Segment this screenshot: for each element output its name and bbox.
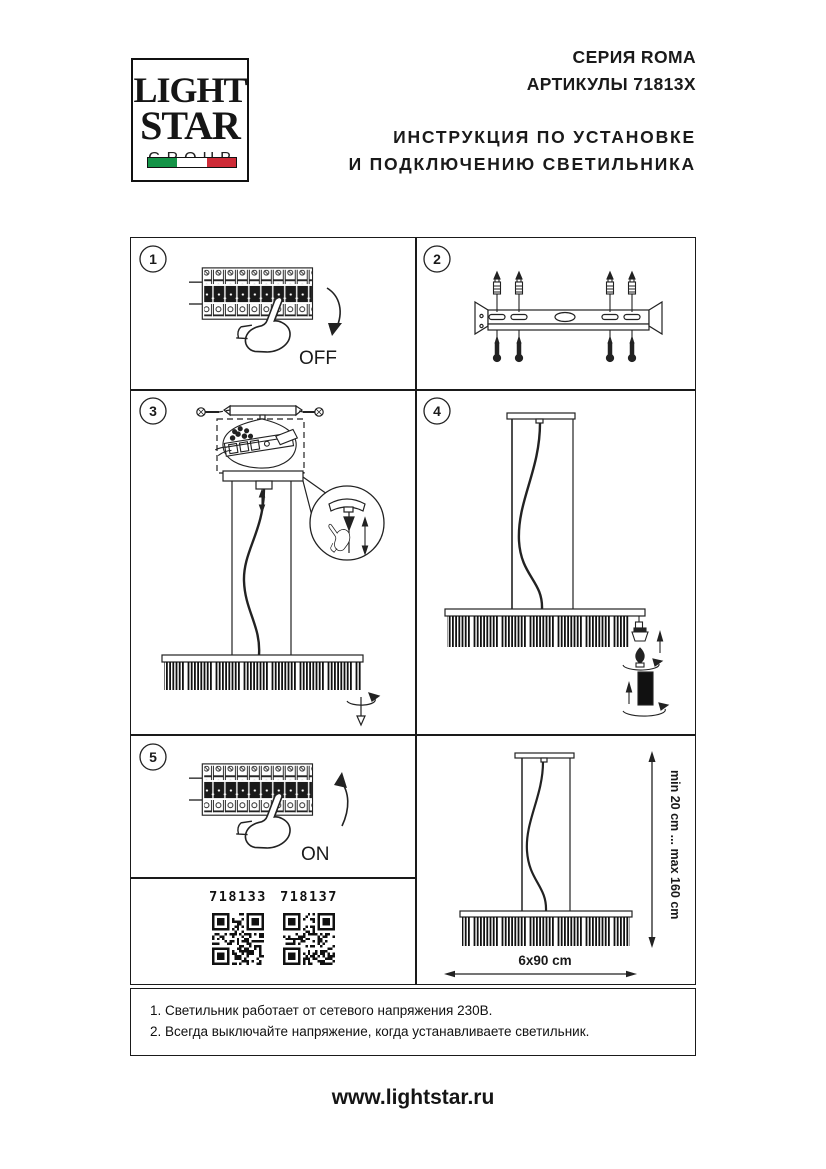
qr-item — [203, 889, 273, 965]
qr-code — [283, 913, 335, 965]
flag-white-segment — [177, 158, 206, 167]
power-cable — [244, 489, 264, 655]
qr-item — [274, 889, 344, 965]
crystal-fringe — [447, 616, 629, 647]
step5-panel — [131, 736, 415, 877]
rotate-arrow-icon — [347, 693, 379, 725]
height-dimension — [649, 751, 683, 948]
svg-text:3: 3 — [149, 403, 157, 419]
socket-bulb-detail — [623, 616, 668, 716]
power-cable — [519, 423, 542, 609]
wall-anchor-icons — [494, 272, 636, 312]
crystal-fringe — [164, 662, 361, 690]
website-url: www.lightstar.ru — [331, 1086, 495, 1109]
step-number-badge — [140, 744, 166, 770]
crystal-fringe — [462, 917, 630, 946]
qr-panel — [131, 879, 415, 985]
step3-panel — [131, 391, 415, 734]
screw-icons — [493, 330, 635, 362]
article-number: 718137 — [280, 889, 338, 905]
lamp-bar — [162, 655, 363, 690]
instruction-title-line1: ИНСТРУКЦИЯ ПО УСТАНОВКЕ — [393, 127, 696, 147]
dimensions-panel — [417, 736, 697, 986]
width-label: 6x90 cm — [518, 953, 572, 968]
svg-text:5: 5 — [149, 749, 157, 765]
lamp-tube-icon — [638, 672, 653, 705]
up-arrow-icon — [626, 683, 631, 704]
qr-code — [212, 913, 264, 965]
height-range-label: min 20 cm ... max 160 cm — [668, 770, 682, 920]
logo-word-light: LIGHT — [133, 70, 247, 110]
step1-panel — [131, 238, 415, 389]
svg-text:1: 1 — [149, 251, 157, 267]
step-number-badge — [424, 246, 450, 272]
instruction-title-line2: И ПОДКЛЮЧЕНИЮ СВЕТИЛЬНИКА — [348, 154, 696, 174]
header-titles — [250, 44, 696, 178]
articles-title: АРТИКУЛЫ 71813X — [526, 74, 696, 94]
svg-text:2: 2 — [433, 251, 441, 267]
notes-box — [130, 988, 696, 1056]
width-dimension — [444, 953, 637, 977]
italian-flag-icon — [147, 157, 237, 168]
terminal-block-icon — [212, 418, 298, 468]
step-number-badge — [424, 398, 450, 424]
flag-red-segment — [207, 158, 236, 167]
pendant-lamp-drawing — [445, 413, 645, 647]
power-cable — [527, 762, 546, 911]
magnifier-detail — [303, 477, 384, 560]
mounting-bracket-icon — [475, 302, 662, 334]
flag-green-segment — [148, 158, 177, 167]
pendant-lamp-drawing — [460, 753, 632, 946]
svg-text:4: 4 — [433, 403, 441, 419]
bulb-icon — [636, 648, 644, 663]
step-number-badge — [140, 246, 166, 272]
circuit-breaker-icon — [189, 764, 313, 815]
off-label: OFF — [299, 348, 337, 369]
article-number: 718133 — [209, 889, 267, 905]
ceiling-plate-icon — [224, 406, 302, 419]
lightstar-logo — [131, 58, 249, 182]
logo-word-star: STAR — [140, 103, 240, 148]
arrow-up-icon — [334, 772, 348, 826]
on-label: ON — [301, 844, 330, 865]
instruction-table — [130, 237, 696, 985]
step-number-badge — [140, 398, 166, 424]
note-line-1: 1. Светильник работает от сетевого напряжения 230В. — [150, 1003, 493, 1018]
note-line-2: 2. Всегда выключайте напряжение, когда устанавливаете светильник. — [150, 1024, 590, 1039]
series-title: СЕРИЯ ROMA — [572, 47, 696, 67]
up-arrow-icon — [657, 632, 662, 653]
step2-panel — [417, 238, 697, 389]
arrow-down-icon — [327, 288, 342, 336]
circuit-breaker-icon — [189, 268, 313, 319]
step4-panel — [417, 391, 697, 734]
